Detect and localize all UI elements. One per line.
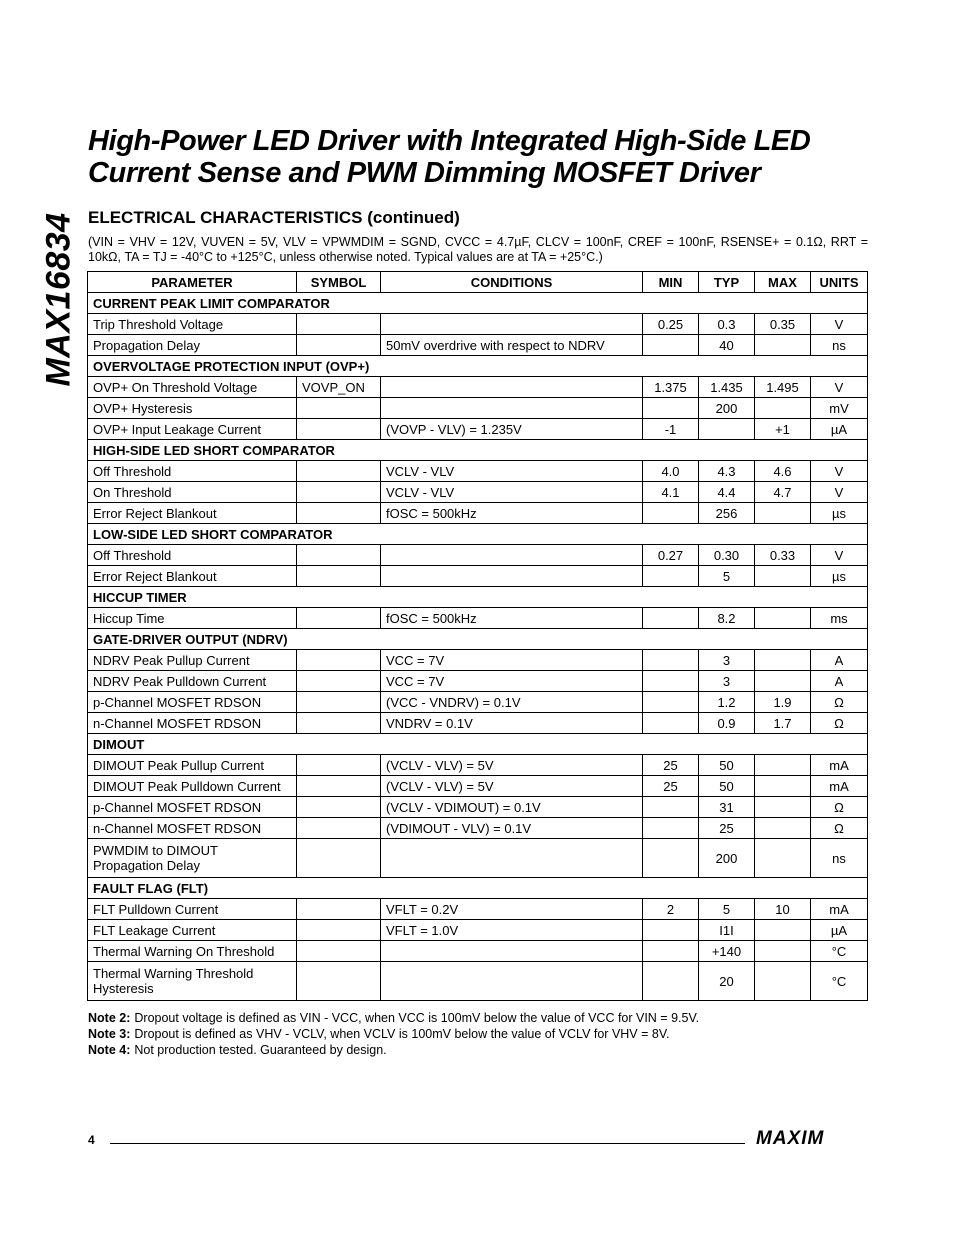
cell-units: µs	[811, 566, 868, 587]
cell-max: 1.495	[755, 377, 811, 398]
cell-typ: 200	[699, 839, 755, 878]
cell-max: 0.35	[755, 314, 811, 335]
cell-units: mA	[811, 755, 868, 776]
cell-units: µA	[811, 419, 868, 440]
cell-symbol	[297, 419, 381, 440]
cell-conditions: VNDRV = 0.1V	[381, 713, 643, 734]
col-header-parameter: PARAMETER	[88, 272, 297, 293]
cell-units: mA	[811, 899, 868, 920]
cell-symbol	[297, 545, 381, 566]
cell-units: µA	[811, 920, 868, 941]
cell-max: 0.33	[755, 545, 811, 566]
cell-units: mV	[811, 398, 868, 419]
cell-max	[755, 608, 811, 629]
cell-conditions: VCLV - VLV	[381, 461, 643, 482]
cell-units: Ω	[811, 692, 868, 713]
cell-parameter: PWMDIM to DIMOUT Propagation Delay	[88, 839, 297, 878]
cell-units: V	[811, 482, 868, 503]
cell-min: 4.0	[643, 461, 699, 482]
section-row	[88, 524, 868, 545]
cell-typ: 31	[699, 797, 755, 818]
cell-conditions: (VCLV - VLV) = 5V	[381, 755, 643, 776]
cell-units: V	[811, 377, 868, 398]
cell-conditions: (VCLV - VDIMOUT) = 0.1V	[381, 797, 643, 818]
section-heading: GATE-DRIVER OUTPUT (NDRV)	[88, 629, 868, 650]
cell-min	[643, 920, 699, 941]
cell-max	[755, 503, 811, 524]
cell-units: ms	[811, 608, 868, 629]
cell-symbol	[297, 839, 381, 878]
section-heading: HICCUP TIMER	[88, 587, 868, 608]
cell-units: Ω	[811, 713, 868, 734]
cell-max	[755, 797, 811, 818]
table-row	[88, 818, 868, 839]
cell-symbol	[297, 713, 381, 734]
section-heading: DIMOUT	[88, 734, 868, 755]
cell-typ: 1.435	[699, 377, 755, 398]
cell-parameter: Thermal Warning Threshold Hysteresis	[88, 962, 297, 1001]
cell-typ: 8.2	[699, 608, 755, 629]
section-row	[88, 440, 868, 461]
notes	[88, 1010, 699, 1058]
cell-parameter: FLT Pulldown Current	[88, 899, 297, 920]
section-row	[88, 587, 868, 608]
cell-min: 0.27	[643, 545, 699, 566]
cell-min: 25	[643, 755, 699, 776]
note-3: Note 3: Dropout is defined as VHV - VCLV, when VCLV is 100mV below the value of VCLV for VHV = 8V.	[88, 1027, 670, 1041]
cell-symbol	[297, 650, 381, 671]
cell-min: 2	[643, 899, 699, 920]
cell-symbol	[297, 797, 381, 818]
cell-parameter: Error Reject Blankout	[88, 566, 297, 587]
cell-typ: 1.2	[699, 692, 755, 713]
cell-typ: 50	[699, 776, 755, 797]
footer-rule	[110, 1143, 745, 1144]
cell-symbol	[297, 899, 381, 920]
cell-max	[755, 335, 811, 356]
cell-max: 1.7	[755, 713, 811, 734]
cell-parameter: Propagation Delay	[88, 335, 297, 356]
cell-symbol	[297, 482, 381, 503]
cell-typ: 256	[699, 503, 755, 524]
cell-max	[755, 566, 811, 587]
cell-min	[643, 839, 699, 878]
cell-max	[755, 755, 811, 776]
cell-conditions	[381, 941, 643, 962]
cell-min	[643, 941, 699, 962]
cell-max	[755, 962, 811, 1001]
cell-units: mA	[811, 776, 868, 797]
section-row	[88, 356, 868, 377]
cell-units: A	[811, 650, 868, 671]
cell-symbol	[297, 566, 381, 587]
cell-max: 4.7	[755, 482, 811, 503]
cell-conditions: (VOVP - VLV) = 1.235V	[381, 419, 643, 440]
cell-typ: 200	[699, 398, 755, 419]
section-title: ELECTRICAL CHARACTERISTICS (continued)	[88, 208, 460, 227]
cell-conditions: VFLT = 0.2V	[381, 899, 643, 920]
section-row	[88, 878, 868, 899]
cell-max	[755, 776, 811, 797]
cell-symbol	[297, 776, 381, 797]
cell-parameter: OVP+ On Threshold Voltage	[88, 377, 297, 398]
cell-symbol	[297, 608, 381, 629]
cell-units: ns	[811, 839, 868, 878]
cell-parameter: Hiccup Time	[88, 608, 297, 629]
cell-symbol	[297, 755, 381, 776]
cell-min: -1	[643, 419, 699, 440]
cell-max	[755, 671, 811, 692]
cell-symbol	[297, 335, 381, 356]
col-header-max: MAX	[755, 272, 811, 293]
cell-conditions	[381, 566, 643, 587]
table-row	[88, 419, 868, 440]
cell-min	[643, 797, 699, 818]
cell-parameter: Error Reject Blankout	[88, 503, 297, 524]
section-row	[88, 734, 868, 755]
cell-min: 4.1	[643, 482, 699, 503]
cell-typ: 0.3	[699, 314, 755, 335]
cell-typ: 3	[699, 671, 755, 692]
cell-conditions: VCC = 7V	[381, 671, 643, 692]
cell-max	[755, 650, 811, 671]
table-row	[88, 941, 868, 962]
cell-parameter: Off Threshold	[88, 461, 297, 482]
cell-parameter: DIMOUT Peak Pullup Current	[88, 755, 297, 776]
cell-symbol	[297, 962, 381, 1001]
cell-parameter: On Threshold	[88, 482, 297, 503]
cell-max	[755, 818, 811, 839]
table-row	[88, 545, 868, 566]
cell-parameter: n-Channel MOSFET RDSON	[88, 818, 297, 839]
cell-typ: 40	[699, 335, 755, 356]
cell-max: 1.9	[755, 692, 811, 713]
cell-parameter: Thermal Warning On Threshold	[88, 941, 297, 962]
cell-units: A	[811, 671, 868, 692]
table-row	[88, 755, 868, 776]
cell-parameter: p-Channel MOSFET RDSON	[88, 692, 297, 713]
cell-parameter: FLT Leakage Current	[88, 920, 297, 941]
maxim-logo: MAXIM	[756, 1128, 825, 1149]
cell-max: 10	[755, 899, 811, 920]
cell-parameter: NDRV Peak Pullup Current	[88, 650, 297, 671]
test-conditions: (VIN = VHV = 12V, VUVEN = 5V, VLV = VPWMDIM = SGND, CVCC = 4.7µF, CLCV = 100nF, CREF = 100nF, RSENSE+ = 0.1Ω, RRT = 10kΩ, TA = TJ = -40°C to +125°C, unless otherwise noted. Typical values are at TA = +25°C.)	[88, 235, 868, 264]
section-heading: FAULT FLAG (FLT)	[88, 878, 868, 899]
cell-symbol	[297, 692, 381, 713]
side-part-number: MAX16834	[39, 212, 78, 387]
note-2: Note 2: Dropout voltage is defined as VIN - VCC, when VCC is 100mV below the value of VCC for VIN = 9.5V.	[88, 1011, 700, 1025]
cell-symbol	[297, 503, 381, 524]
cell-symbol	[297, 818, 381, 839]
cell-symbol	[297, 671, 381, 692]
cell-conditions	[381, 377, 643, 398]
cell-max	[755, 941, 811, 962]
table-row	[88, 962, 868, 1001]
cell-conditions: VCLV - VLV	[381, 482, 643, 503]
cell-min	[643, 962, 699, 1001]
cell-parameter: DIMOUT Peak Pulldown Current	[88, 776, 297, 797]
col-header-typ: TYP	[699, 272, 755, 293]
cell-min	[643, 608, 699, 629]
cell-units: V	[811, 314, 868, 335]
cell-typ: 4.3	[699, 461, 755, 482]
cell-units: V	[811, 545, 868, 566]
cell-units: Ω	[811, 818, 868, 839]
cell-min	[643, 566, 699, 587]
cell-max: +1	[755, 419, 811, 440]
section-heading: HIGH-SIDE LED SHORT COMPARATOR	[88, 440, 868, 461]
cell-typ: 5	[699, 566, 755, 587]
cell-min	[643, 713, 699, 734]
cell-min: 0.25	[643, 314, 699, 335]
cell-conditions: (VDIMOUT - VLV) = 0.1V	[381, 818, 643, 839]
cell-symbol	[297, 461, 381, 482]
table-row	[88, 692, 868, 713]
table-row	[88, 461, 868, 482]
cell-typ: 0.9	[699, 713, 755, 734]
electrical-characteristics-table	[87, 271, 868, 1001]
cell-parameter: OVP+ Hysteresis	[88, 398, 297, 419]
cell-units: Ω	[811, 797, 868, 818]
section-heading: LOW-SIDE LED SHORT COMPARATOR	[88, 524, 868, 545]
table-row	[88, 335, 868, 356]
table-row	[88, 398, 868, 419]
table-row	[88, 776, 868, 797]
cell-parameter: Off Threshold	[88, 545, 297, 566]
table-row	[88, 314, 868, 335]
cell-min	[643, 818, 699, 839]
cell-conditions	[381, 962, 643, 1001]
table-row	[88, 482, 868, 503]
cell-units: ns	[811, 335, 868, 356]
section-heading: OVERVOLTAGE PROTECTION INPUT (OVP+)	[88, 356, 868, 377]
cell-max	[755, 398, 811, 419]
table-row	[88, 608, 868, 629]
cell-units: µs	[811, 503, 868, 524]
section-row	[88, 629, 868, 650]
table-row	[88, 503, 868, 524]
cell-typ: +140	[699, 941, 755, 962]
cell-units: °C	[811, 962, 868, 1001]
cell-min	[643, 650, 699, 671]
cell-parameter: NDRV Peak Pulldown Current	[88, 671, 297, 692]
cell-typ: 50	[699, 755, 755, 776]
section-heading: CURRENT PEAK LIMIT COMPARATOR	[88, 293, 868, 314]
page-number: 4	[88, 1133, 95, 1147]
cell-typ: 20	[699, 962, 755, 1001]
table-row	[88, 377, 868, 398]
col-header-symbol: SYMBOL	[297, 272, 381, 293]
cell-conditions: (VCLV - VLV) = 5V	[381, 776, 643, 797]
table-header-row	[88, 272, 868, 293]
cell-conditions	[381, 839, 643, 878]
table-row	[88, 920, 868, 941]
cell-conditions: VCC = 7V	[381, 650, 643, 671]
cell-typ: 4.4	[699, 482, 755, 503]
cell-typ: 0.30	[699, 545, 755, 566]
cell-typ: 3	[699, 650, 755, 671]
cell-parameter: OVP+ Input Leakage Current	[88, 419, 297, 440]
col-header-units: UNITS	[811, 272, 868, 293]
cell-units: °C	[811, 941, 868, 962]
section-row	[88, 293, 868, 314]
cell-min	[643, 503, 699, 524]
cell-min	[643, 398, 699, 419]
cell-min: 25	[643, 776, 699, 797]
table-row	[88, 650, 868, 671]
note-4: Note 4: Not production tested. Guaranteed by design.	[88, 1043, 387, 1057]
table-row	[88, 713, 868, 734]
cell-min	[643, 335, 699, 356]
table-row	[88, 899, 868, 920]
table-row	[88, 839, 868, 878]
cell-min	[643, 671, 699, 692]
cell-conditions: fOSC = 500kHz	[381, 503, 643, 524]
cell-max	[755, 920, 811, 941]
cell-symbol	[297, 398, 381, 419]
cell-min: 1.375	[643, 377, 699, 398]
table-row	[88, 671, 868, 692]
cell-symbol	[297, 314, 381, 335]
cell-min	[643, 692, 699, 713]
cell-typ	[699, 419, 755, 440]
table-row	[88, 566, 868, 587]
cell-conditions: VFLT = 1.0V	[381, 920, 643, 941]
cell-max	[755, 839, 811, 878]
cell-symbol	[297, 941, 381, 962]
cell-conditions: fOSC = 500kHz	[381, 608, 643, 629]
cell-symbol: VOVP_ON	[297, 377, 381, 398]
page-title: High-Power LED Driver with Integrated High-Side LED Current Sense and PWM Dimming MOSFET Driver	[88, 125, 811, 189]
table-row	[88, 797, 868, 818]
cell-conditions: (VCC - VNDRV) = 0.1V	[381, 692, 643, 713]
cell-typ: I1I	[699, 920, 755, 941]
cell-max: 4.6	[755, 461, 811, 482]
cell-conditions	[381, 398, 643, 419]
cell-typ: 5	[699, 899, 755, 920]
col-header-conditions: CONDITIONS	[381, 272, 643, 293]
cell-conditions	[381, 545, 643, 566]
cell-units: V	[811, 461, 868, 482]
cell-conditions: 50mV overdrive with respect to NDRV	[381, 335, 643, 356]
cell-parameter: p-Channel MOSFET RDSON	[88, 797, 297, 818]
col-header-min: MIN	[643, 272, 699, 293]
cell-parameter: n-Channel MOSFET RDSON	[88, 713, 297, 734]
cell-conditions	[381, 314, 643, 335]
cell-parameter: Trip Threshold Voltage	[88, 314, 297, 335]
cell-typ: 25	[699, 818, 755, 839]
cell-symbol	[297, 920, 381, 941]
